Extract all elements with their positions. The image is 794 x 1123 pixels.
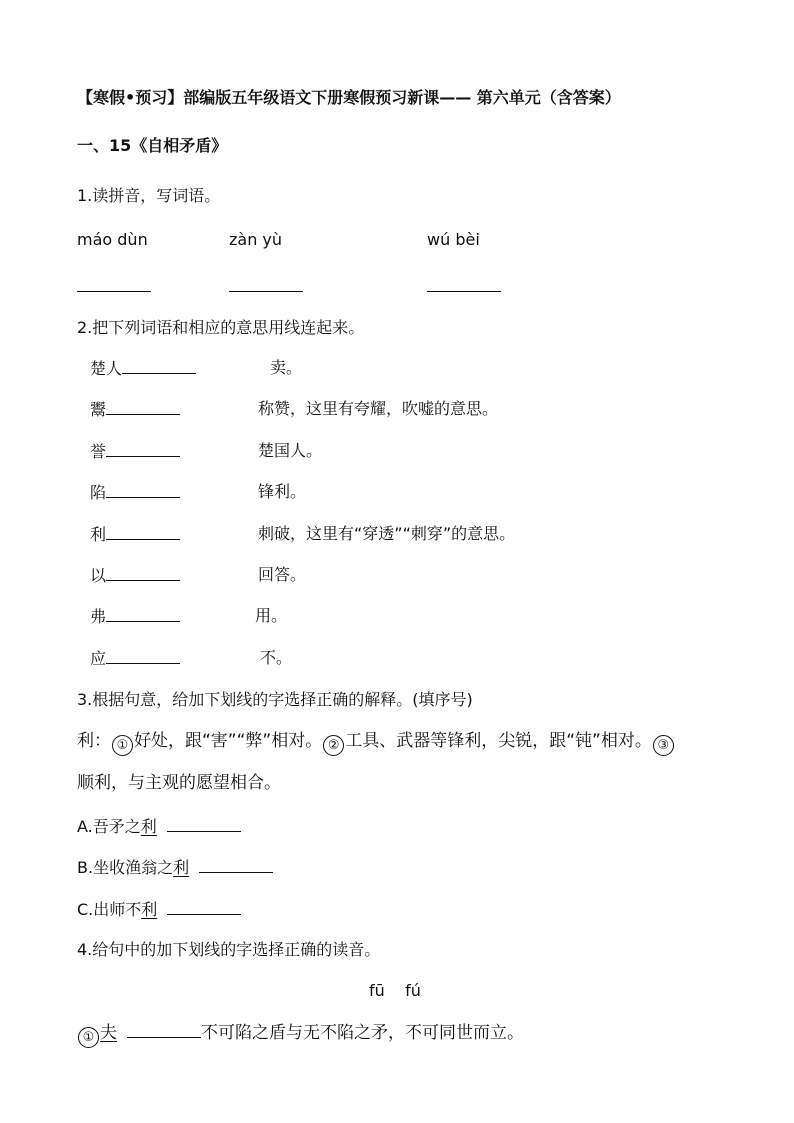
answer-line-1 xyxy=(77,291,151,292)
question-4-prompt: 4.给句中的加下划线的字选择正确的读音。 xyxy=(77,940,381,959)
match-word-5: 利 xyxy=(90,524,180,545)
match-word-1: 楚人 xyxy=(90,358,196,379)
question-4-item-1: ① 夫 不可陷之盾与无不陷之矛，不可同世而立。 xyxy=(77,1022,524,1048)
match-word-2: 鬻 xyxy=(90,399,180,420)
question-1-prompt: 1.读拼音，写词语。 xyxy=(77,186,221,205)
match-meaning-6: 回答。 xyxy=(258,565,307,584)
pinyin-options: fū fú xyxy=(369,981,421,1000)
document-title: 【寒假•预习】部编版五年级语文下册寒假预习新课—— 第六单元（含答案） xyxy=(77,88,621,107)
match-word-4: 陷 xyxy=(90,482,180,503)
match-meaning-8: 不。 xyxy=(260,648,293,667)
question-3-item-b: B.坐收渔翁之利 xyxy=(77,857,273,878)
question-3-item-c: C.出师不利 xyxy=(77,899,241,920)
match-word-7: 弗 xyxy=(90,606,180,627)
section-heading: 一、15《自相矛盾》 xyxy=(77,136,228,155)
question-3-item-a: A.吾矛之利 xyxy=(77,816,241,837)
question-2-prompt: 2.把下列词语和相应的意思用线连起来。 xyxy=(77,318,365,337)
pinyin-3: wú bèi xyxy=(427,230,480,249)
question-3-prompt: 3.根据句意，给加下划线的字选择正确的解释。(填序号) xyxy=(77,690,473,709)
match-meaning-2: 称赞，这里有夸耀，吹嘘的意思。 xyxy=(258,399,499,418)
match-meaning-1: 卖。 xyxy=(270,358,303,377)
match-meaning-3: 楚国人。 xyxy=(258,441,323,460)
match-word-6: 以 xyxy=(90,565,180,586)
match-word-3: 誉 xyxy=(90,441,180,462)
pinyin-2: zàn yù xyxy=(229,230,283,249)
match-meaning-5: 刺破，这里有“穿透”“刺穿”的意思。 xyxy=(258,524,516,543)
definition-line-1: 利： ① 好处，跟“害”“弊”相对。 ② 工具、武器等锋利，尖锐，跟“钝”相对。 ③ xyxy=(77,731,675,756)
definition-line-2: 顺利，与主观的愿望相合。 xyxy=(77,773,281,793)
match-meaning-7: 用。 xyxy=(255,606,288,625)
match-word-8: 应 xyxy=(90,648,180,669)
answer-line-2 xyxy=(229,291,303,292)
match-meaning-4: 锋利。 xyxy=(258,482,307,501)
answer-line-3 xyxy=(427,291,501,292)
pinyin-1: máo dùn xyxy=(77,230,148,249)
